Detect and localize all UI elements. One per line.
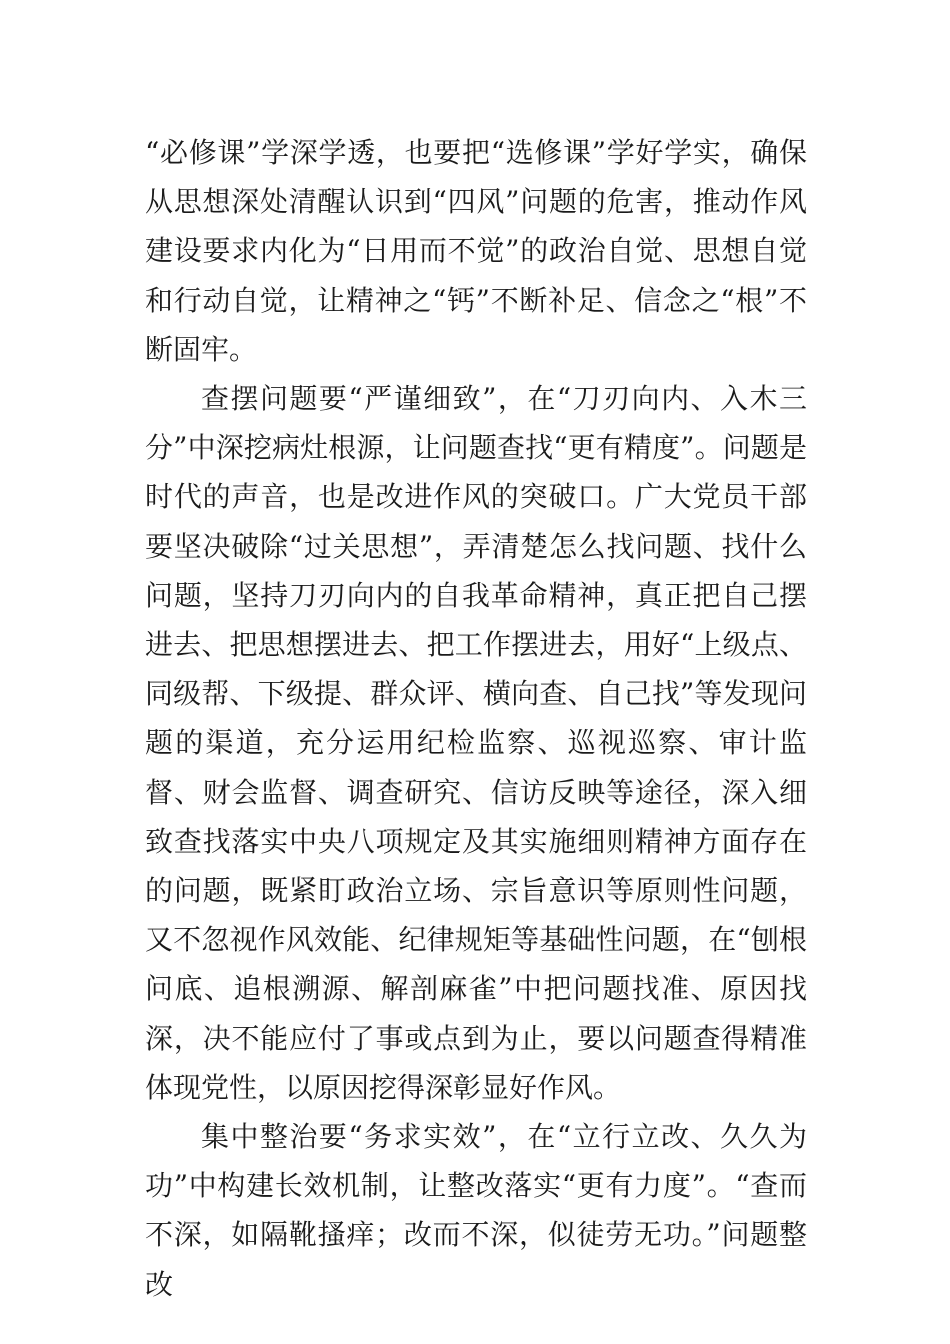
document-body	[145, 128, 807, 1309]
paragraph-problem-finding: 查摆问题要“严谨细致”，在“刀刃向内、入木三分”中深挖病灶根源，让问题查找“更有精度”。问题是时代的声音，也是改进作风的突破口。广大党员干部要坚决破除“过关思想”，弄清楚怎么找问题、找什么问题，坚持刀刃向内的自我革命精神，真正把自己摆进去、把思想摆进去、把工作摆进去，用好“上级点、同级帮、下级提、群众评、横向查、自己找”等发现问题的渠道，充分运用纪检监察、巡视巡察、审计监督、财会监督、调查研究、信访反映等途径，深入细致查找落实中央八项规定及其实施细则精神方面存在的问题，既紧盯政治立场、宗旨意识等原则性问题，又不忽视作风效能、纪律规矩等基础性问题，在“刨根问底、追根溯源、解剖麻雀”中把问题找准、原因找深，决不能应付了事或点到为止，要以问题查得精准体现党性，以原因挖得深彰显好作风。	[145, 382, 807, 1104]
paragraph-continuation: “必修课”学深学透，也要把“选修课”学好学实，确保从思想深处清醒认识到“四风”问题的危害，推动作风建设要求内化为“日用而不觉”的政治自觉、思想自觉和行动自觉，让精神之“钙”不断补足、信念之“根”不断固牢。	[145, 136, 807, 366]
paragraph-rectification: 集中整治要“务求实效”，在“立行立改、久久为功”中构建长效机制，让整改落实“更有力度”。“查而不深，如隔靴搔痒；改而不深，似徒劳无功。”问题整改	[145, 1120, 807, 1301]
